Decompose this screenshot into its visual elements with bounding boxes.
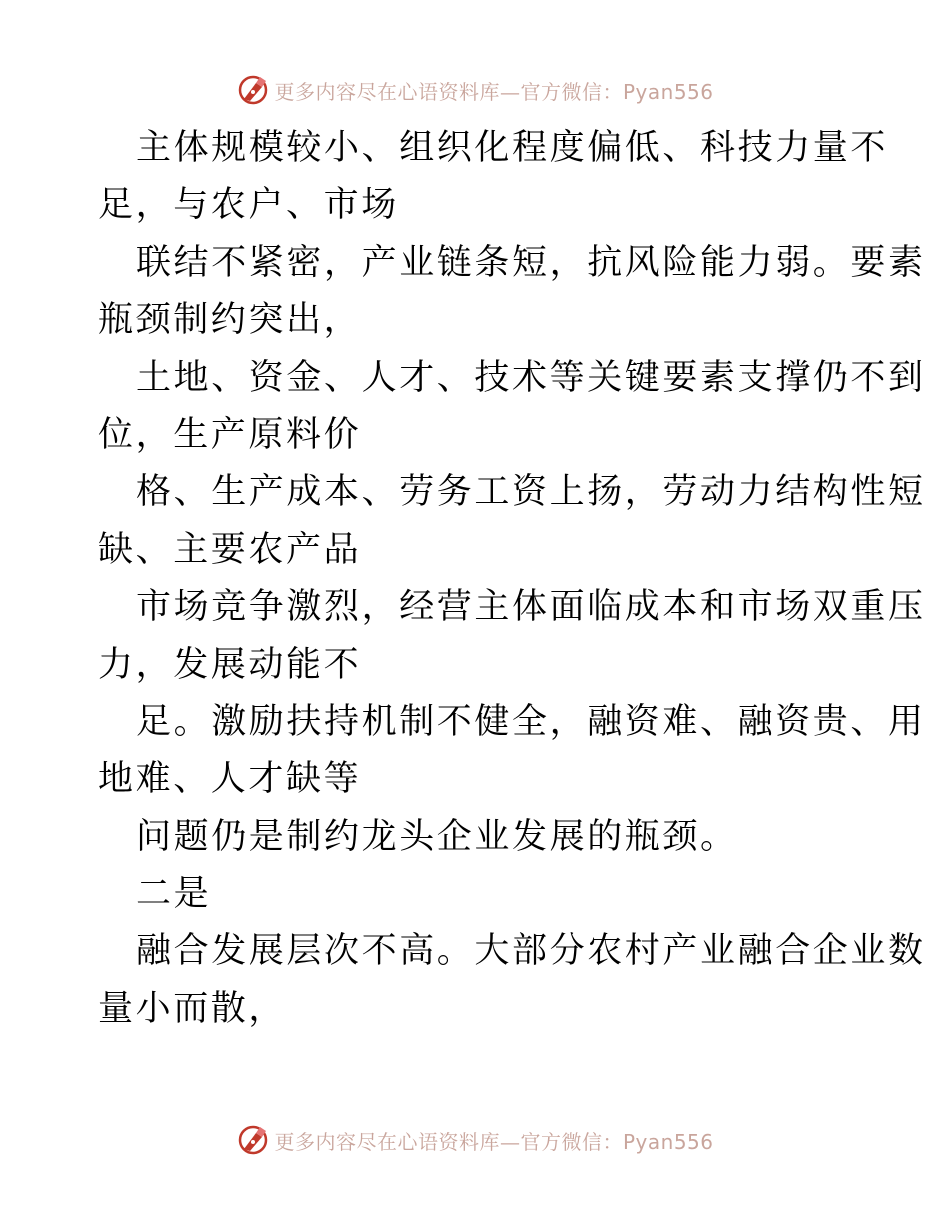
text-line-5: 土地、资金、人才、技术等关键要素支撑仍不到	[136, 357, 926, 398]
pen-nib-logo-icon	[236, 73, 270, 107]
text-line-10: 力，发展动能不	[98, 644, 362, 685]
text-line-15: 融合发展层次不高。大部分农村产业融合企业数	[136, 931, 926, 972]
text-line-9: 市场竞争激烈，经营主体面临成本和市场双重压	[136, 587, 926, 628]
text-line-16: 量小而散，	[98, 988, 287, 1029]
text-line-4: 瓶颈制约突出，	[98, 300, 362, 341]
text-line-11: 足。激励扶持机制不健全，融资难、融资贵、用	[136, 701, 926, 742]
watermark-text	[274, 1126, 713, 1155]
watermark-handle: Pyan556	[622, 79, 714, 104]
footer-watermark	[0, 1120, 950, 1160]
text-line-13: 问题仍是制约龙头企业发展的瓶颈。	[136, 816, 738, 857]
text-line-2: 足，与农户、市场	[98, 185, 399, 226]
text-line-6: 位，生产原料价	[98, 414, 362, 455]
watermark-label: 更多内容尽在心语资料库—官方微信：	[274, 1129, 623, 1154]
text-line-1: 主体规模较小、组织化程度偏低、科技力量不	[136, 128, 889, 168]
text-line-12: 地难、人才缺等	[98, 759, 362, 800]
watermark-handle: Pyan556	[622, 1129, 714, 1154]
text-line-3: 联结不紧密，产业链条短，抗风险能力弱。要素	[136, 242, 926, 283]
header-watermark	[0, 70, 950, 110]
text-line-7: 格、生产成本、劳务工资上扬，劳动力结构性短	[136, 472, 926, 513]
text-line-8: 缺、主要农产品	[98, 529, 362, 570]
document-body	[98, 120, 926, 1038]
text-line-14: 二是	[136, 874, 212, 915]
watermark-text	[274, 76, 713, 105]
pen-nib-logo-icon	[236, 1123, 270, 1157]
watermark-label: 更多内容尽在心语资料库—官方微信：	[274, 79, 623, 104]
